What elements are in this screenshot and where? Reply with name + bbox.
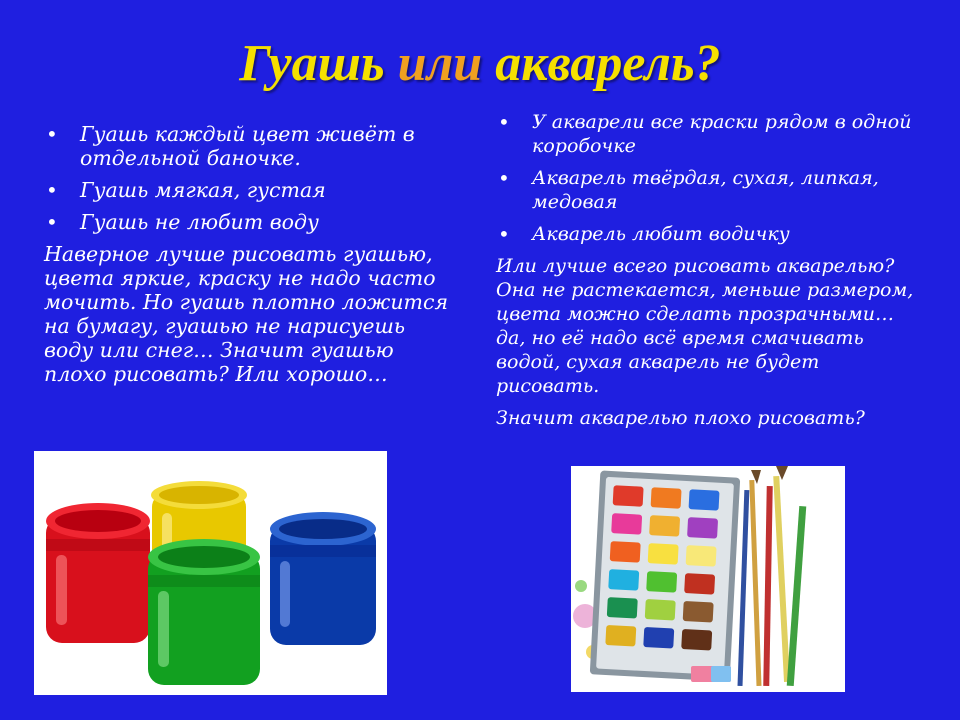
gouache-jars-illustration — [34, 451, 387, 695]
bullet-text: Акварель любит водичку — [532, 223, 790, 245]
title-word-watercolor: акварель? — [495, 35, 721, 92]
blue-jar — [270, 512, 376, 645]
gouache-bullet-item — [44, 122, 454, 170]
brushes — [738, 466, 807, 686]
bullet-text: У акварели все краски рядом в одной коробочке — [532, 111, 912, 157]
watercolor-paragraph: Или лучше всего рисовать акварелью? Она не растекается, меньше размером, цвета можно сделать прозрачными… да, но её надо всё время смачивать водой, сухая акварель не будет рисовать. — [496, 255, 914, 397]
bullet-icon: • — [46, 210, 58, 234]
title-word-or: или — [384, 35, 496, 92]
bullet-icon: • — [46, 178, 58, 202]
watercolor-bullet-item — [496, 222, 916, 246]
gouache-bullet-list — [44, 122, 454, 234]
watercolor-question: Значит акварелью плохо рисовать? — [496, 407, 865, 429]
bullet-text: Гуашь каждый цвет живёт в отдельной баночке. — [80, 122, 415, 170]
gouache-column — [44, 122, 454, 394]
bullet-icon: • — [498, 222, 510, 246]
slide-title — [0, 34, 960, 93]
bullet-icon: • — [498, 166, 510, 190]
watercolor-bullet-list — [496, 110, 916, 246]
watercolor-bullet-item — [496, 110, 916, 158]
bullet-text: Гуашь не любит воду — [80, 210, 319, 234]
bullet-icon: • — [46, 122, 58, 146]
bullet-text: Акварель твёрдая, сухая, липкая, медовая — [532, 167, 879, 213]
watercolor-column — [496, 110, 916, 438]
watercolor-palette-illustration — [571, 466, 845, 692]
gouache-bullet-item — [44, 210, 454, 234]
title-word-gouache: Гуашь — [239, 35, 385, 92]
watercolor-bullet-item — [496, 166, 916, 214]
watercolor-palette-image — [571, 466, 845, 692]
gouache-paragraph: Наверное лучше рисовать гуашью, цвета яркие, краску не надо часто мочить. Но гуашь плотно ложится на бумагу, гуашью не нарисуешь воду или снег… Значит гуашью плохо рисовать? Или хорошо… — [44, 242, 449, 386]
red-jar — [46, 503, 150, 643]
green-jar — [148, 539, 260, 685]
gouache-jars-image — [34, 451, 387, 695]
bullet-text: Гуашь мягкая, густая — [80, 178, 326, 202]
bullet-icon: • — [498, 110, 510, 134]
gouache-bullet-item — [44, 178, 454, 202]
